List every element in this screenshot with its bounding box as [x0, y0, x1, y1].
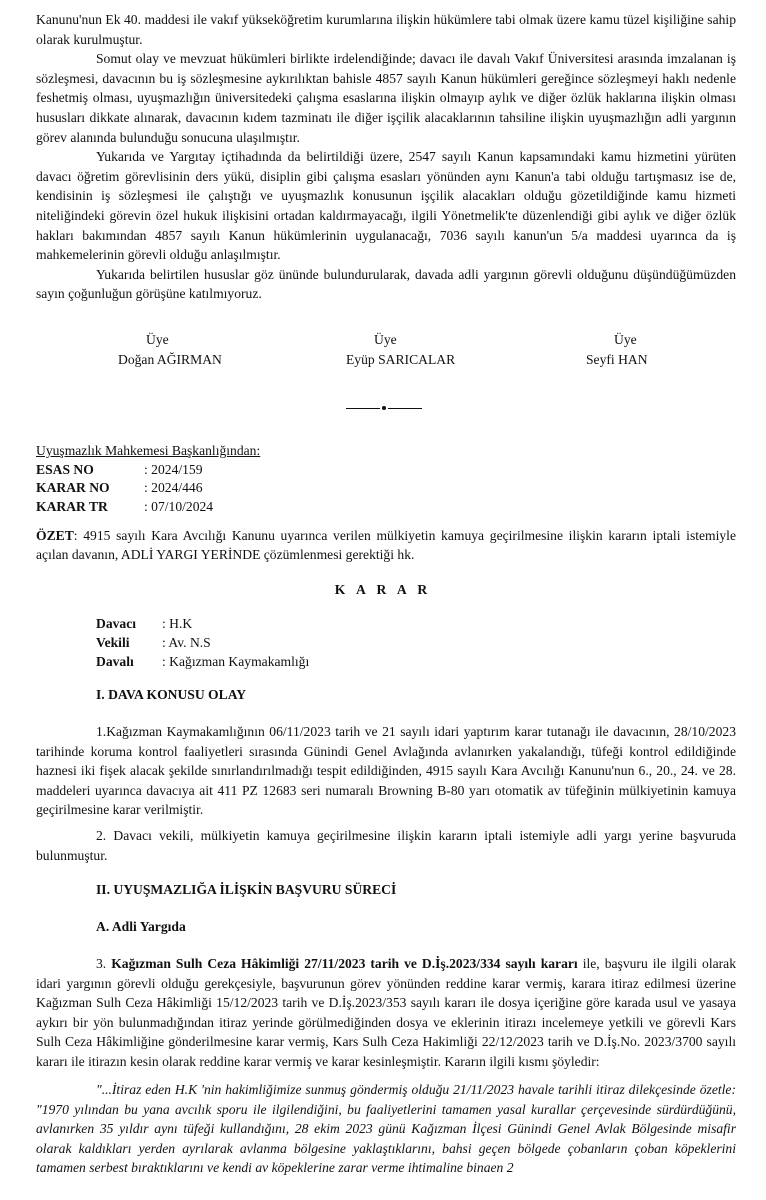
meta-key: ESAS NO [36, 461, 94, 477]
party-key: Davalı [96, 654, 134, 669]
meta-key: KARAR NO [36, 480, 110, 496]
meta-row-karar-tr [36, 498, 260, 517]
meta-row-esas [36, 461, 260, 480]
signature-name: Eyüp SARICALAR [346, 352, 456, 367]
paragraph-assessment: Somut olay ve mevzuat hükümleri birlikte irdelendiğinde; davacı ile davalı Vakıf Üniversitesi arasında imzalanan iş sözleşmesi, davacının bu iş sözleşmesine aykırılıktan bahisle 4857 sayılı Kanun hükümleri gereğince sözleşmeyi haklı nedenle feshetmiş olması, uyuşmazlığın üniversitedeki çalışma esaslarına ilişkin olmayıp aylık ve diğer özlük haklarına ilişkin olması hususları dikkate alınarak, davacının kıdem tazminatı ile diğer işçilik alacaklarının tahsiline ilişkin uyuşmazlığın adli yargının görev alanında bulunduğu sonucuna ulaşılmıştır. [36, 51, 736, 145]
signature-name: Doğan AĞIRMAN [118, 352, 222, 367]
party-key: Vekili [96, 635, 130, 650]
paragraph-3-number: 3. [96, 956, 107, 971]
section-1-heading: I. DAVA KONUSU OLAY [96, 687, 247, 702]
signature-block [0, 330, 766, 370]
paragraph-yargitay: Yukarıda ve Yargıtay içtihadında da belirtildiği üzere, 2547 sayılı Kanun kapsamındaki kamu hizmetini yürüten davacı öğretim görevlisinin ders yükü, disiplin gibi çalışma esasları yönünden aynı Kanun'a tabi olduğu tartışmasız ise de, kendisinin iş sözleşmesi ile çalıştığı ve uyuşmazlık konusunun işçilik alacakları olduğu gözetildiğinde kamu hizmeti niteliğindeki görevin özel hukuk ilişkisini ortadan kaldırmayacağı, ilgili Yönetmelik'te düzenlendiği gibi aylık ve diğer özlük hakları bakımından 4857 sayılı Kanun hükümlerinin uygulanacağı, 7036 sayılı kanun'un 5/a maddesi uyarınca da iş mahkemelerinin görevli olduğu anlaşılmıştır. [36, 149, 736, 263]
paragraph-continuation: Kanunu'nun Ek 40. maddesi ile vakıf yükseköğretim kurumlarına ilişkin hükümlere tabi olmak üzere kamu tüzel kişiliğine sahip olarak kurulmuştur. [36, 12, 736, 47]
signature-member-2 [346, 330, 455, 370]
meta-key: KARAR TR [36, 498, 108, 514]
dissent-text [36, 10, 736, 304]
party-row-defendant [96, 652, 309, 671]
paragraph-3 [36, 954, 736, 1072]
signature-name: Seyfi HAN [586, 352, 648, 367]
paragraph-3-bold: Kağızman Sulh Ceza Hâkimliği 27/11/2023 tarih ve D.İş.2023/334 sayılı kararı [111, 956, 578, 971]
meta-row-karar-no [36, 479, 260, 498]
parties [96, 614, 309, 671]
summary-text: : 4915 sayılı Kara Avcılığı Kanunu uyarınca verilen mülkiyetin kamuya geçirilmesine ilişkin kararın iptali istemiyle açılan davanın, ADLİ YARGI YERİNDE çözümlenmesi gerektiği hk. [36, 528, 736, 562]
decision-meta [36, 442, 260, 516]
paragraph-2: 2. Davacı vekili, mülkiyetin kamuya geçirilmesine ilişkin kararın iptali istemiyle adli yargı yerine başvuruda bulunmuştur. [36, 828, 736, 863]
paragraph-conclusion: Yukarıda belirtilen hususlar göz ününde bulundurularak, davada adli yargının görevli olduğunu düşündüğümüzden sayın çoğunluğun görüşüne katılmıyoruz. [36, 266, 736, 302]
divider-line-left [346, 408, 380, 409]
party-row-plaintiff [96, 614, 309, 633]
divider-dot [382, 406, 386, 410]
divider-line-right [388, 408, 422, 409]
karar-title: K A R A R [334, 582, 432, 597]
meta-value: : 2024/159 [144, 461, 203, 477]
subsection-a-heading: A. Adli Yargıda [96, 919, 186, 934]
signature-member-1 [118, 330, 222, 370]
section-2-heading: II. UYUŞMAZLIĞA İLİŞKİN BAŞVURU SÜRECİ [96, 882, 397, 897]
party-value: : Av. N.S [162, 635, 211, 650]
summary-label: ÖZET [36, 528, 74, 543]
signature-member-3 [586, 330, 648, 370]
summary [36, 526, 736, 564]
signature-title: Üye [146, 332, 169, 347]
signature-title: Üye [614, 332, 637, 347]
quoted-decision: "...İtiraz eden H.K 'nin hakimliğimize sunmuş göndermiş olduğu 21/11/2023 havale tarihli itiraz dilekçesinde özetle: "1970 yılından bu yana avcılık sporu ile ilgilendiğini, bu faaliyetlerini tamamen yasal kurallar çerçevesinde sürdürdüğünü, avlanırken 35 yıldır aynı tüfeği kullandığını, 28 ekim 2023 günü Kağızman İlçesi Günindi Genel Avlak Bölgesinde misafir olarak kaldıkları yerden ayrılarak avlanma bölgesine yaklaştıklarını, bahsi geçen bölgede çobanların çoban köpeklerini tamamen serbest bıraktıklarını ve kendi av köpeklerine zarar verme ihtimaline binaen 2 [36, 1082, 736, 1175]
paragraph-3-text: ile, başvuru ile ilgili olarak idari yargının görevli olduğu gerekçesiyle, başvurunun görev yönünden reddine karar vermiş, karara itiraz edilmesi üzerine Kağızman Sulh Ceza Hâkimliği 15/12/2023 tarih ve D.İş.2023/353 sayılı kararı ile dosya içeriğine göre karada usul ve yasaya aykırı bir yön bulunmadığından itiraz yerinde görülmediğinden dosya ve eklerinin itirazı incelemeye yetkili ve görevli Kars Sulh Ceza Hâkimliğine gönderilmesine karar vermiş, Kars Sulh Ceza Hakimliği 22/12/2023 tarih ve D.İş.No. 2023/3700 sayılı kararı ile itirazın kesin olarak reddine karar vermiş ve karar kesinleşmiştir. Kararın ilgili kısmı şöyledir: [36, 956, 736, 1069]
signature-title: Üye [374, 332, 397, 347]
paragraph-1: 1.Kağızman Kaymakamlığının 06/11/2023 tarih ve 21 sayılı idari yaptırım karar tutanağı ile davacının, 28/10/2023 tarihinde koruma kontrol faaliyetleri sırasında Günindi Genel Avlağında avlanırken yakalandığı, tüfeği kontrol edildiğinde haznesi iki fişek alacak şekilde sınırlandırılmadığı tespit edildiğinden, 4915 sayılı Kara Avcılığı Kanunu'nun 6., 20., 24. ve 28. maddeleri uyarınca davacıya ait 411 PZ 12683 seri numaralı Browning B-80 yarı otomatik av tüfeğinin mülkiyetinin kamuya geçirilmesine karar verilmiştir. [36, 724, 736, 818]
meta-value: : 07/10/2024 [144, 498, 214, 514]
meta-value: : 2024/446 [144, 480, 203, 496]
section-divider [346, 400, 422, 416]
party-row-attorney [96, 633, 309, 652]
party-value: : H.K [162, 616, 193, 631]
party-value: : Kağızman Kaymakamlığı [162, 654, 310, 669]
court-header: Uyuşmazlık Mahkemesi Başkanlığından: [36, 443, 261, 458]
party-key: Davacı [96, 616, 137, 631]
